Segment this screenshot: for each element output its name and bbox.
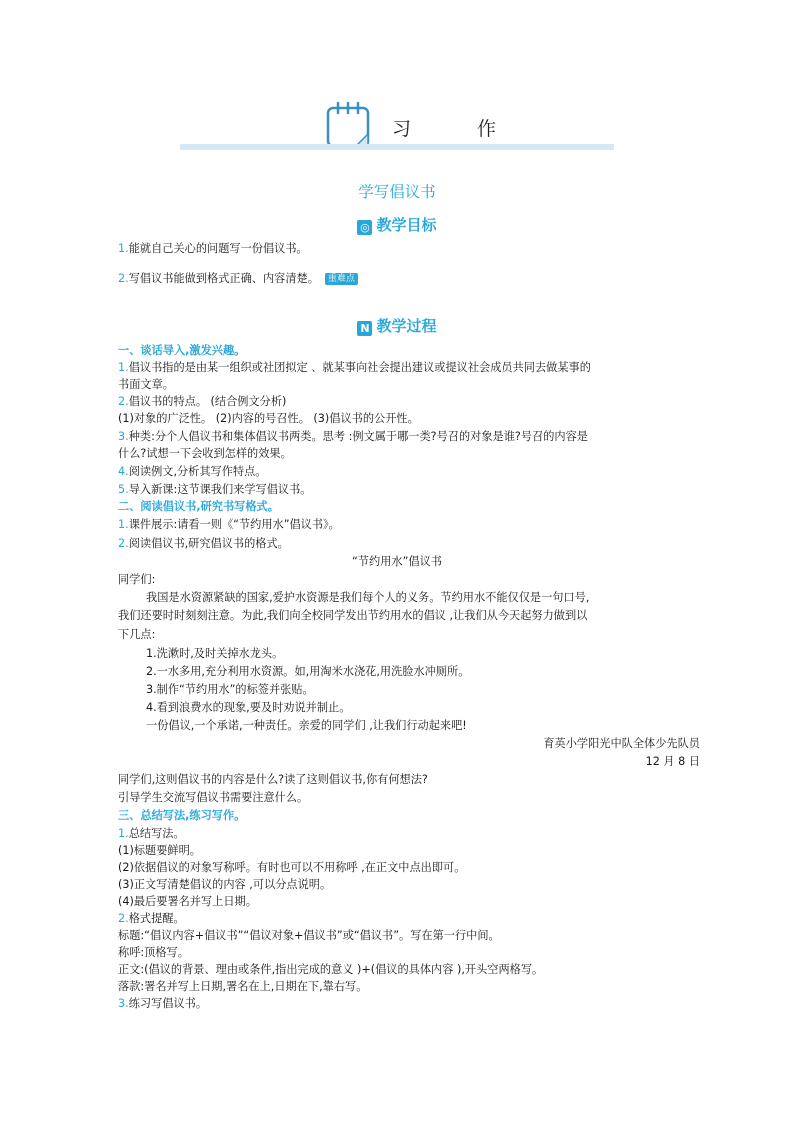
goal-item: 1.能就自己关心的问题写一份倡议书。 [118,242,308,255]
paragraph: 引导学生交流写倡议书需要注意什么。 [118,791,309,804]
list-item: 2.格式提醒。 [118,912,185,925]
goal-item: 2.写倡议书能做到格式正确、内容清楚。 重难点 [118,271,358,287]
sub-item: (4)最后要署名并写上日期。 [118,895,257,908]
list-item: 2.倡议书的特点。 (结合例文分析) [118,395,287,408]
format-item: 正文:(倡议的背景、理由或条件,指出完成的意义 )+(倡议的具体内容 ),开头空两格写。 [118,963,544,976]
sub-item: (1)标题要鲜明。 [118,844,201,857]
format-item: 落款:署名并写上日期,署名在上,日期在下,靠右写。 [118,980,368,993]
letter-date: 12 月 8 日 [645,755,700,768]
sub-item: (2)依据倡议的对象写称呼。有时也可以不用称呼 ,在正文中点出即可。 [118,861,466,874]
document-title: 学写倡议书 [358,183,436,201]
sub-item: (3)正文写清楚倡议的内容 ,可以分点说明。 [118,878,332,891]
part3-title: 三、总结写法,练习写作。 [118,809,246,822]
process-heading: N 教学过程 [0,315,794,336]
letter-signature: 育英小学阳光中队全体少先队员 [543,737,700,750]
list-item: 1.倡议书指的是由某一组织或社团拟定 、就某事向社会提出建议或提议社会成员共同去做某事的 [118,361,591,374]
list-item: (1)对象的广泛性。 (2)内容的号召性。 (3)倡议书的公开性。 [118,412,419,425]
list-item: 2.阅读倡议书,研究倡议书的格式。 [118,537,289,550]
list-item: 5.导入新课:这节课我们来学写倡议书。 [118,483,312,496]
list-item: 3.练习写倡议书。 [118,997,208,1010]
letter-item: 3.制作“节约用水”的标签并张贴。 [146,683,314,696]
letter-item: 4.看到浪费水的现象,要及时劝说并制止。 [146,701,351,714]
list-item: 1.总结写法。 [118,827,185,840]
list-item-cont: 书面文章。 [118,378,174,391]
paragraph: 同学们,这则倡议书的内容是什么?读了这则倡议书,你有何想法? [118,773,428,786]
part1-title: 一、谈话导入,激发兴趣。 [118,344,246,357]
letter-closing: 一份倡议,一个承诺,一种责任。亲爱的同学们 ,让我们行动起来吧! [146,719,467,732]
list-item: 3.种类:分个人倡议书和集体倡议书两类。思考 :例文属于哪一类?号召的对象是谁?号召的内容是 [118,430,588,443]
part2-title: 二、阅读倡议书,研究书写格式。 [118,500,279,513]
letter-title: “节约用水”倡议书 [352,555,442,568]
list-item: 1.课件展示:请看一则《“节约用水”倡议书》。 [118,518,340,531]
list-item: 4.阅读例文,分析其写作特点。 [118,465,267,478]
header-divider [180,144,614,150]
list-item-cont: 什么?试想一下会收到怎样的效果。 [118,447,292,460]
letter-item: 2.一水多用,充分利用水资源。如,用淘米水浇花,用洗脸水冲厕所。 [146,665,470,678]
goals-heading: ◎ 教学目标 [0,214,794,235]
notebook-icon [324,100,376,150]
key-point-badge: 重难点 [325,273,358,285]
letter-greeting: 同学们: [118,573,156,586]
page-title: 习 作 [392,118,527,140]
letter-paragraph: 下几点: [118,628,156,641]
letter-paragraph: 我国是水资源紧缺的国家,爱护水资源是我们每个人的义务。节约用水不能仅仅是一句口号, [146,591,590,604]
format-item: 称呼:顶格写。 [118,946,189,959]
letter-item: 1.洗漱时,及时关掉水龙头。 [146,647,284,660]
format-item: 标题:“倡议内容+倡议书”“倡议对象+倡议书”或“倡议书”。写在第一行中间。 [118,929,500,942]
letter-paragraph: 我们还要时时刻刻注意。为此,我们向全校同学发出节约用水的倡议 ,让我们从今天起努力做到以 [118,609,588,622]
process-icon: N [357,321,372,336]
target-icon: ◎ [357,220,372,235]
